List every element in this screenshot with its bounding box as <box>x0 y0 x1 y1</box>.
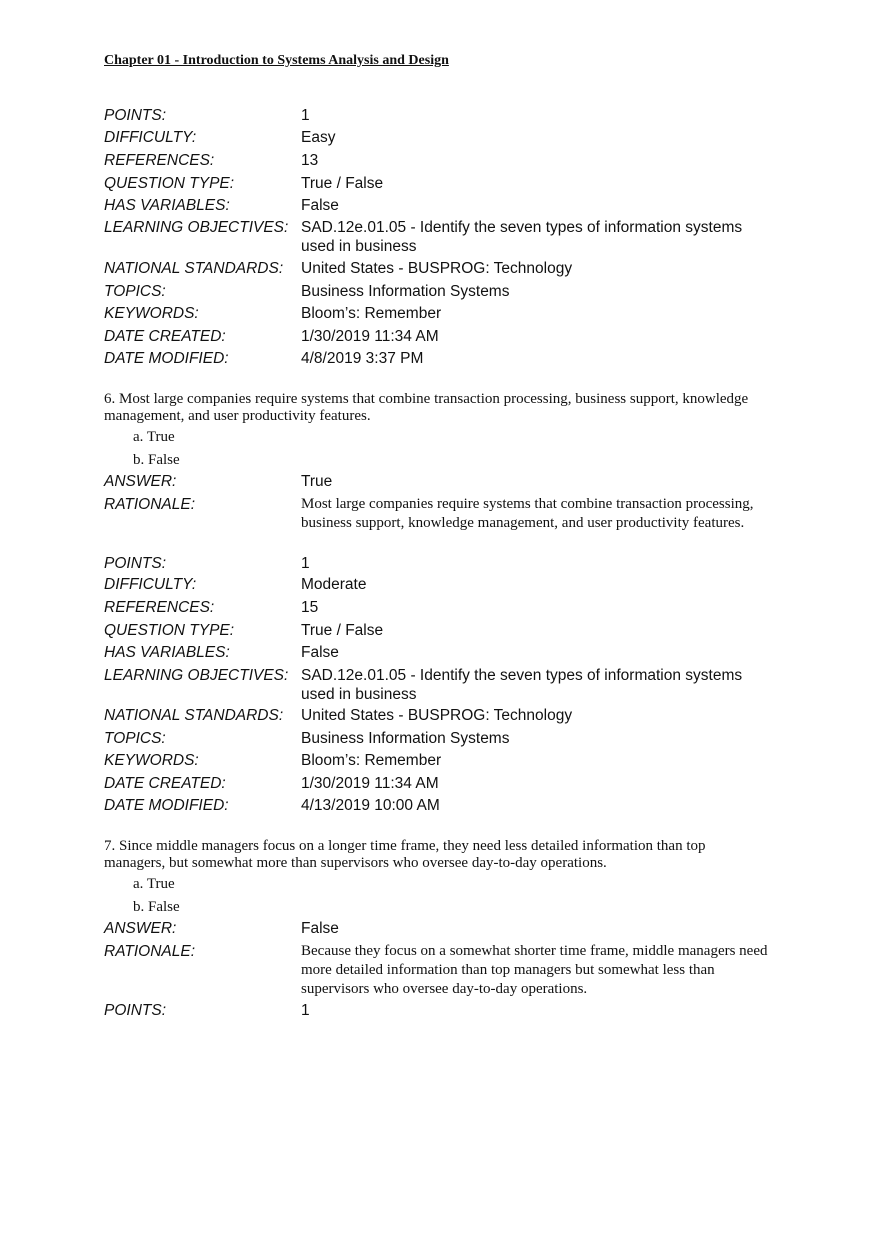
national-standards-value: United States - BUSPROG: Technology <box>301 707 573 724</box>
question-7-option-b: b. False <box>133 899 180 915</box>
keywords-label: KEYWORDS: <box>104 305 199 322</box>
question-6-option-b: b. False <box>133 452 180 468</box>
answer-value: True <box>301 473 333 490</box>
learning-objectives-label: LEARNING OBJECTIVES: <box>104 667 289 684</box>
references-label: REFERENCES: <box>104 152 215 169</box>
topics-label: TOPICS: <box>104 283 166 300</box>
points-value: 1 <box>301 107 310 124</box>
national-standards-label: NATIONAL STANDARDS: <box>104 260 284 277</box>
references-value: 13 <box>301 152 319 169</box>
rationale-label: RATIONALE: <box>104 496 196 513</box>
difficulty-value: Easy <box>301 129 336 146</box>
question-type-value: True / False <box>301 622 384 639</box>
question-type-value: True / False <box>301 175 384 192</box>
has-variables-label: HAS VARIABLES: <box>104 197 230 214</box>
points-value: 1 <box>301 555 310 572</box>
answer-label: ANSWER: <box>104 473 177 490</box>
topics-value: Business Information Systems <box>301 283 510 300</box>
difficulty-label: DIFFICULTY: <box>104 129 197 146</box>
difficulty-label: DIFFICULTY: <box>104 576 197 593</box>
question-7-text: 7. Since middle managers focus on a longer time frame, they need less detailed information than top managers, but somewhat more than supervisors who oversee day-to-day operations. <box>104 838 706 871</box>
topics-value: Business Information Systems <box>301 730 510 747</box>
topics-label: TOPICS: <box>104 730 166 747</box>
date-created-value: 1/30/2019 11:34 AM <box>301 328 439 345</box>
keywords-label: KEYWORDS: <box>104 752 199 769</box>
date-modified-value: 4/13/2019 10:00 AM <box>301 797 440 814</box>
has-variables-value: False <box>301 197 339 214</box>
learning-objectives-label: LEARNING OBJECTIVES: <box>104 219 289 236</box>
references-value: 15 <box>301 599 319 616</box>
keywords-value: Bloom’s: Remember <box>301 752 442 769</box>
rationale-label: RATIONALE: <box>104 943 196 960</box>
date-created-label: DATE CREATED: <box>104 775 226 792</box>
rationale-value: Most large companies require systems that combine transaction processing, business support, knowledge management, and user productivity features. <box>301 496 754 531</box>
learning-objectives-value: SAD.12e.01.05 - Identify the seven types of information systems used in business <box>301 667 743 703</box>
references-label: REFERENCES: <box>104 599 215 616</box>
has-variables-value: False <box>301 644 339 661</box>
question-6-option-a: a. True <box>133 429 175 445</box>
date-modified-value: 4/8/2019 3:37 PM <box>301 350 424 367</box>
date-modified-label: DATE MODIFIED: <box>104 797 229 814</box>
question-7-option-a: a. True <box>133 876 175 892</box>
points-label: POINTS: <box>104 555 167 572</box>
points-value: 1 <box>301 1002 310 1019</box>
keywords-value: Bloom’s: Remember <box>301 305 442 322</box>
points-label: POINTS: <box>104 1002 167 1019</box>
national-standards-value: United States - BUSPROG: Technology <box>301 260 573 277</box>
question-type-label: QUESTION TYPE: <box>104 622 235 639</box>
date-modified-label: DATE MODIFIED: <box>104 350 229 367</box>
answer-value: False <box>301 920 339 937</box>
points-label: POINTS: <box>104 107 167 124</box>
has-variables-label: HAS VARIABLES: <box>104 644 230 661</box>
answer-label: ANSWER: <box>104 920 177 937</box>
chapter-title: Chapter 01 - Introduction to Systems Analysis and Design <box>104 53 449 68</box>
difficulty-value: Moderate <box>301 576 367 593</box>
date-created-label: DATE CREATED: <box>104 328 226 345</box>
rationale-value: Because they focus on a somewhat shorter time frame, middle managers need more detailed information than top managers but somewhat less than supervisors who oversee day-to-day operations. <box>301 943 768 997</box>
question-type-label: QUESTION TYPE: <box>104 175 235 192</box>
learning-objectives-value: SAD.12e.01.05 - Identify the seven types of information systems used in business <box>301 219 743 255</box>
date-created-value: 1/30/2019 11:34 AM <box>301 775 439 792</box>
national-standards-label: NATIONAL STANDARDS: <box>104 707 284 724</box>
question-6-text: 6. Most large companies require systems that combine transaction processing, business support, knowledge management, and user productivity features. <box>104 391 749 424</box>
